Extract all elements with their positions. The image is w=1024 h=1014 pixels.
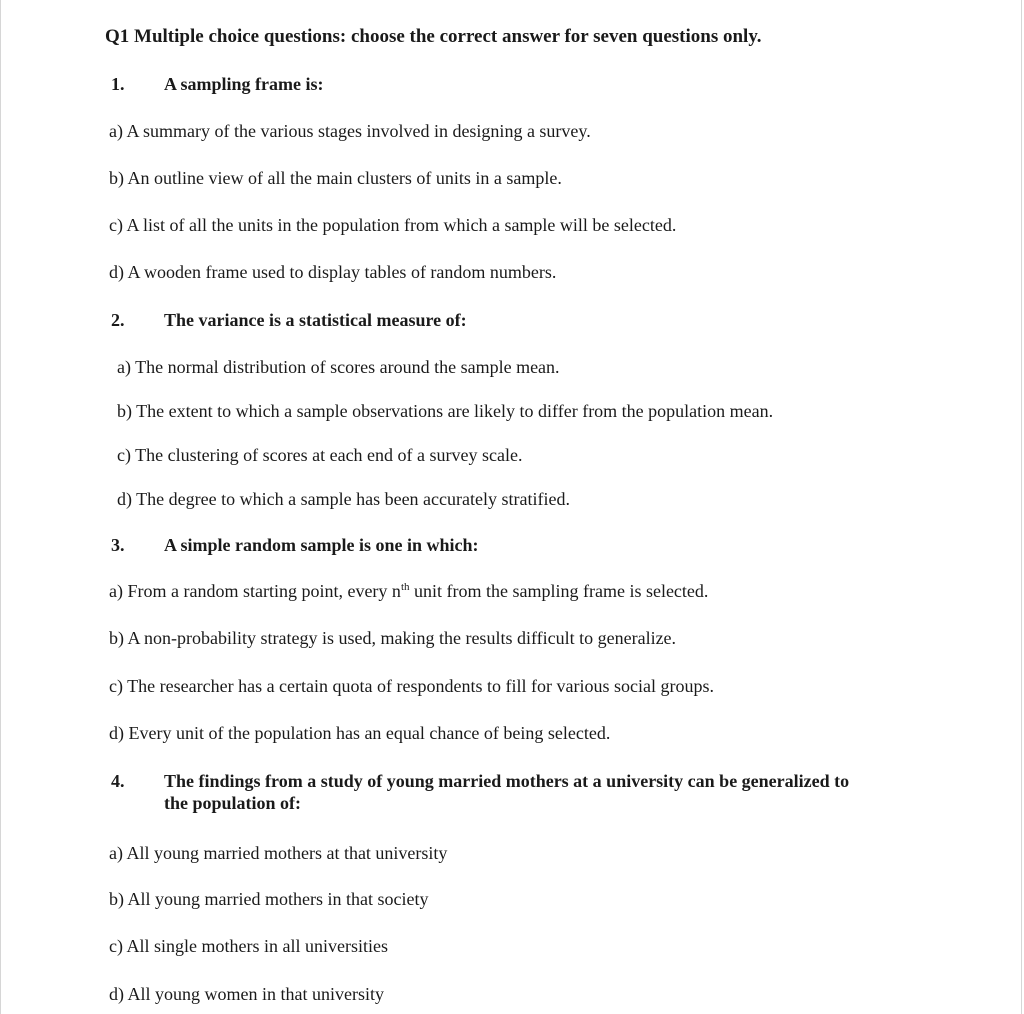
question-3-option-a-after: unit from the sampling frame is selected. — [409, 581, 709, 601]
question-1-option-b: b) An outline view of all the main clusters of units in a sample. — [109, 168, 562, 188]
question-2-option-c: c) The clustering of scores at each end of a survey scale. — [117, 445, 523, 465]
question-1-number: 1. — [111, 74, 125, 94]
question-2-number: 2. — [111, 310, 125, 330]
question-4-number: 4. — [111, 771, 125, 791]
question-3-option-b: b) A non-probability strategy is used, making the results difficult to generalize. — [109, 628, 677, 648]
question-4-text: The findings from a study of young married mothers at a university can be generalized to the population of: — [164, 771, 850, 813]
question-3-option-a-before: a) From a random starting point, every n — [109, 581, 401, 601]
question-1-option-c: c) A list of all the units in the population from which a sample will be selected. — [109, 215, 677, 235]
page-heading: Q1 Multiple choice questions: choose the correct answer for seven questions only. — [105, 26, 762, 47]
question-1-option-a: a) A summary of the various stages involved in designing a survey. — [109, 121, 591, 141]
question-4-option-a: a) All young married mothers at that university — [109, 843, 448, 863]
question-2-text: The variance is a statistical measure of: — [164, 310, 467, 330]
question-3-option-a-superscript: th — [400, 581, 410, 593]
question-1-option-d: d) A wooden frame used to display tables of random numbers. — [109, 262, 557, 282]
question-3-text: A simple random sample is one in which: — [164, 535, 479, 555]
question-4-option-b: b) All young married mothers in that society — [109, 889, 429, 909]
question-2-option-a: a) The normal distribution of scores around the sample mean. — [117, 357, 560, 377]
question-3-option-d: d) Every unit of the population has an equal chance of being selected. — [109, 723, 611, 743]
question-4-option-d: d) All young women in that university — [109, 984, 384, 1004]
question-2-option-b: b) The extent to which a sample observations are likely to differ from the population mean. — [117, 401, 774, 421]
question-1-text: A sampling frame is: — [164, 74, 324, 94]
question-3-option-a — [109, 580, 708, 602]
question-3-option-c: c) The researcher has a certain quota of respondents to fill for various social groups. — [109, 676, 714, 696]
question-3-number: 3. — [111, 535, 125, 555]
question-2-option-d: d) The degree to which a sample has been accurately stratified. — [117, 489, 570, 509]
question-4-option-c: c) All single mothers in all universities — [109, 936, 388, 956]
